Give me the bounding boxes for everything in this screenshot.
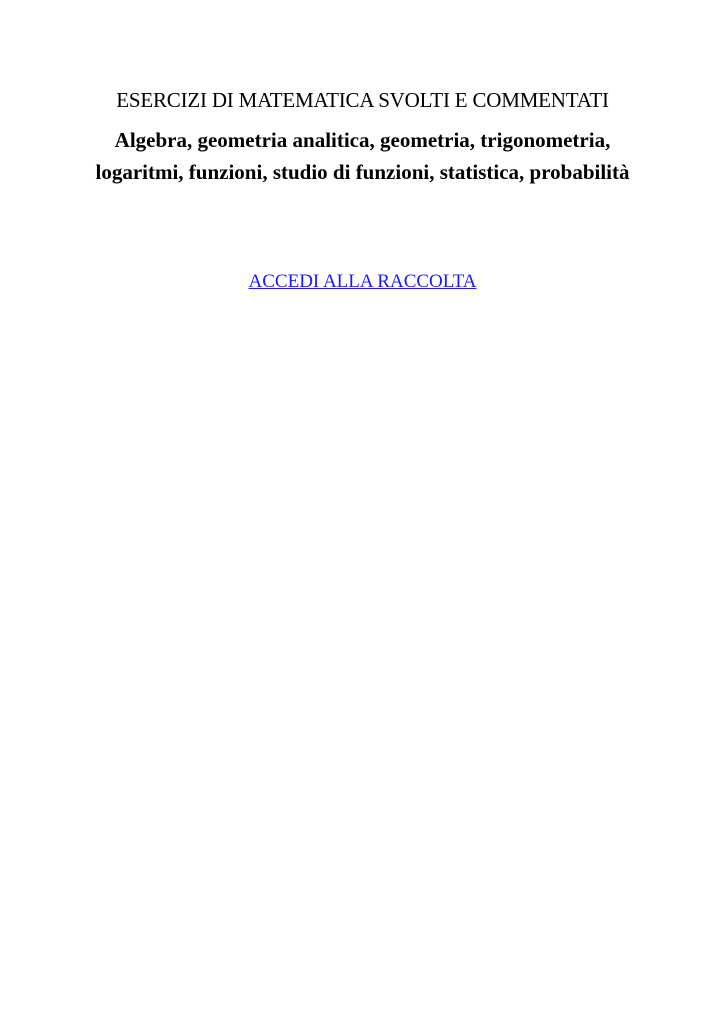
subtitle-line-2: logaritmi, funzioni, studio di funzioni, statistica, probabilità — [95, 160, 630, 184]
page-title: ESERCIZI DI MATEMATICA SVOLTI E COMMENTATI — [116, 88, 609, 112]
subtitle-line-1: Algebra, geometria analitica, geometria, trigonometria, — [114, 128, 611, 152]
accedi-raccolta-link[interactable]: ACCEDI ALLA RACCOLTA — [248, 271, 477, 292]
link-container — [0, 270, 725, 294]
page-subtitle — [0, 124, 725, 188]
